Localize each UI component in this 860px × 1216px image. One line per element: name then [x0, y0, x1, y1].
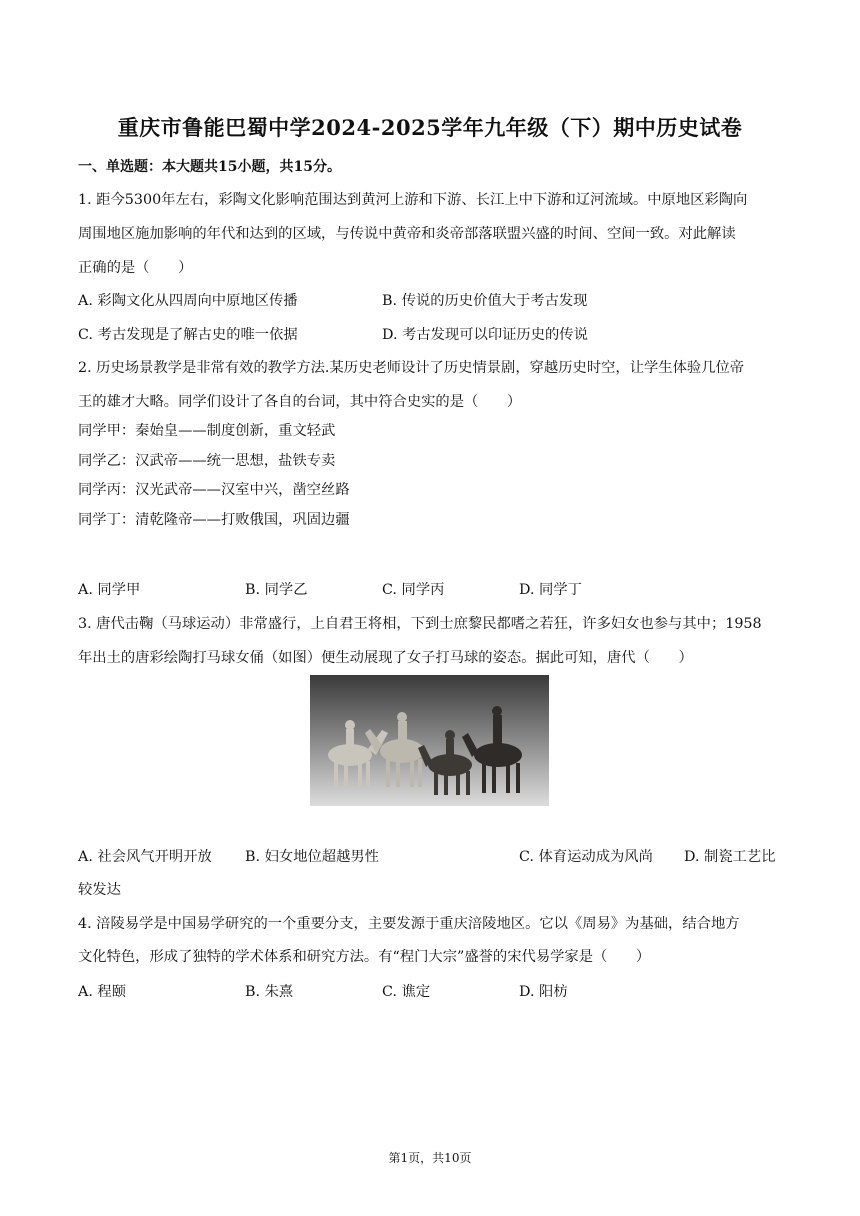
q1-option-c: C. 考古发现是了解古史的唯一依据 [78, 327, 298, 343]
q1-text-line: 正确的是（ ） [78, 260, 193, 276]
section-heading: 一、单选题：本大题共15小题，共15分。 [78, 159, 341, 175]
q2-text-line: 王的雄才大略。同学们设计了各自的台词，其中符合史实的是（ ） [78, 394, 522, 410]
q2-statement: 同学丁：清乾隆帝——打败俄国，巩固边疆 [78, 512, 350, 528]
q1-option-b: B. 传说的历史价值大于考古发现 [382, 293, 588, 309]
q3-option-c: C. 体育运动成为风尚 [519, 849, 653, 865]
q4-option-a: A. 程颐 [78, 984, 127, 1000]
q1-text-line: 1. 距今5300年左右，彩陶文化影响范围达到黄河上游和下游、长江上中下游和辽河流域。中原地区彩陶向 [78, 192, 748, 208]
q4-option-b: B. 朱熹 [245, 984, 294, 1000]
q2-statement: 同学乙：汉武帝——统一思想，盐铁专卖 [78, 453, 336, 469]
q2-option-d: D. 同学丁 [519, 582, 582, 598]
page-footer: 第1页，共10页 [388, 1151, 472, 1165]
q3-option-a: A. 社会风气开明开放 [78, 849, 212, 865]
q2-option-a: A. 同学甲 [78, 582, 141, 598]
q2-option-c: C. 同学丙 [382, 582, 445, 598]
q2-text-line: 2. 历史场景教学是非常有效的教学方法.某历史老师设计了历史情景剧，穿越历史时空，让学生体验几位帝 [78, 360, 745, 376]
q1-text-line: 周围地区施加影响的年代和达到的区域，与传说中黄帝和炎帝部落联盟兴盛的时间、空间一致。对此解读 [78, 226, 736, 242]
q1-option-a: A. 彩陶文化从四周向中原地区传播 [78, 293, 298, 309]
q1-option-d: D. 考古发现可以印证历史的传说 [382, 327, 588, 343]
q2-statement: 同学丙：汉光武帝——汉室中兴，凿空丝路 [78, 482, 350, 498]
page-title: 重庆市鲁能巴蜀中学2024-2025学年九年级（下）期中历史试卷 [117, 115, 743, 140]
q3-option-b: B. 妇女地位超越男性 [245, 849, 379, 865]
q4-text-line: 4. 涪陵易学是中国易学研究的一个重要分支，主要发源于重庆涪陵地区。它以《周易》为基础，结合地方 [78, 916, 740, 932]
q4-option-c: C. 谯定 [382, 984, 431, 1000]
q3-option-d-continued: 较发达 [78, 882, 121, 898]
q3-text-line: 3. 唐代击鞠（马球运动）非常盛行，上自君王将相，下到士庶黎民都嗜之若狂，许多妇女也参与其中；1958 [78, 616, 762, 632]
q4-option-d: D. 阳枋 [519, 984, 568, 1000]
q3-option-d: D. 制瓷工艺比 [684, 849, 776, 865]
q4-text-line: 文化特色，形成了独特的学术体系和研究方法。有“程门大宗”盛誉的宋代易学家是（ ） [78, 949, 651, 965]
q3-text-line: 年出土的唐彩绘陶打马球女俑（如图）便生动展现了女子打马球的姿态。据此可知，唐代（ ） [78, 650, 693, 666]
q2-statement: 同学甲：秦始皇——制度创新，重文轻武 [78, 423, 336, 439]
polo-figurines-photo [310, 675, 549, 806]
q2-option-b: B. 同学乙 [245, 582, 308, 598]
